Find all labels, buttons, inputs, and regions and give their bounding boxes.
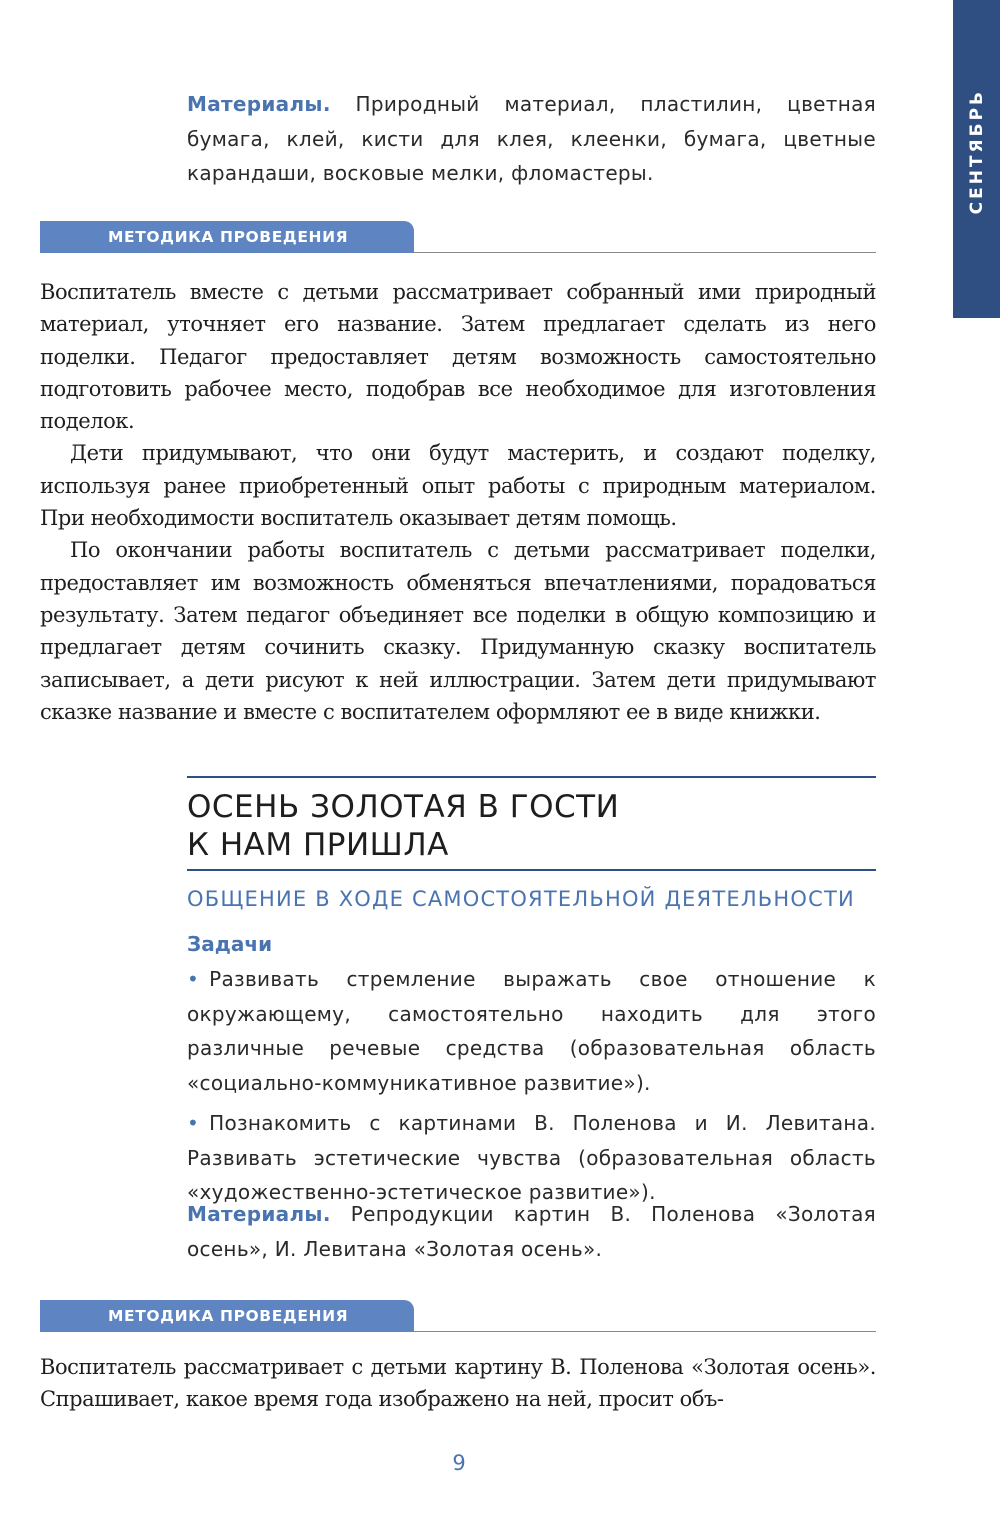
method-body-2: [40, 1351, 876, 1416]
section-title-top-rule: [187, 776, 876, 778]
tasks-list: [187, 962, 876, 1216]
materials-label-2: Материалы.: [187, 1202, 331, 1226]
section-title-bottom-rule: [187, 869, 876, 871]
section-subtitle: ОБЩЕНИЕ В ХОДЕ САМОСТОЯТЕЛЬНОЙ ДЕЯТЕЛЬНОСТИ: [187, 887, 855, 911]
task-text-2: Познакомить с картинами В. Поленова и И. Левитана. Развивать эстетические чувства (образовательная область «художественно-эстетическое развитие»).: [187, 1111, 876, 1204]
body1-paragraph-3: По окончании работы воспитатель с детьми рассматривает поделки, предоставляет им возможность обменяться впечатлениями, порадоваться результату. Затем педагог объединяет все поделки в общую композицию и предлагает детям сочинить сказку. Придуманную сказку воспитатель записывает, а дети рисуют к ней иллюстрации. Затем дети придумывают сказке название и вместе с воспитателем оформляют ее в виде книжки.: [40, 538, 876, 724]
page-number: 9: [452, 1451, 466, 1475]
section-title: [187, 788, 876, 864]
month-side-tab: [953, 0, 1000, 318]
bullet-icon: •: [187, 967, 200, 991]
materials-block-2: [187, 1197, 876, 1266]
body1-paragraph-2: Дети придумывают, что они будут мастерить, и создают поделку, используя ранее приобретенный опыт работы с природным материалом. При необходимости воспитатель оказывает детям помощь.: [40, 441, 876, 531]
method-header-pill-1: [40, 221, 414, 253]
materials-text-2: Репродукции картин В. Поленова «Золотая осень», И. Левитана «Золотая осень».: [187, 1202, 876, 1261]
bullet-icon: •: [187, 1111, 200, 1135]
method-header-2: [40, 1300, 876, 1332]
tasks-heading: Задачи: [187, 932, 273, 956]
method-body-1: [40, 276, 876, 728]
method-header-rule-1: [414, 252, 876, 253]
method-header-pill-2: [40, 1300, 414, 1332]
method-header-1: [40, 221, 876, 253]
body1-paragraph-1: Воспитатель вместе с детьми рассматривает собранный ими природный материал, уточняет его название. Затем предлагает сделать из него поделки. Педагог предоставляет детям возможность самостоятельно подготовить рабочее место, подобрав все необходимое для изготовления поделок.: [40, 280, 876, 434]
method-header-label-1: МЕТОДИКА ПРОВЕДЕНИЯ: [108, 228, 349, 246]
method-header-label-2: МЕТОДИКА ПРОВЕДЕНИЯ: [108, 1307, 349, 1325]
section-title-line-2: К НАМ ПРИШЛА: [187, 827, 449, 863]
task-item-2: [187, 1106, 876, 1210]
materials-label-1: Материалы.: [187, 92, 331, 116]
task-text-1: Развивать стремление выражать свое отношение к окружающему, самостоятельно находить для этого различные речевые средства (образовательная область «социально-коммуникативное развитие»).: [187, 967, 876, 1095]
materials-text-1: Природный материал, пластилин, цветная бумага, клей, кисти для клея, клеенки, бумага, цветные карандаши, восковые мелки, фломастеры.: [187, 92, 876, 185]
month-tab-label: СЕНТЯБРЬ: [966, 88, 987, 214]
section-title-line-1: ОСЕНЬ ЗОЛОТАЯ В ГОСТИ: [187, 789, 620, 825]
body2-paragraph: Воспитатель рассматривает с детьми картину В. Поленова «Золотая осень». Спрашивает, какое время года изображено на ней, просит объ-: [40, 1355, 876, 1412]
method-header-rule-2: [414, 1331, 876, 1332]
materials-block-1: [187, 87, 876, 191]
task-item-1: [187, 962, 876, 1100]
